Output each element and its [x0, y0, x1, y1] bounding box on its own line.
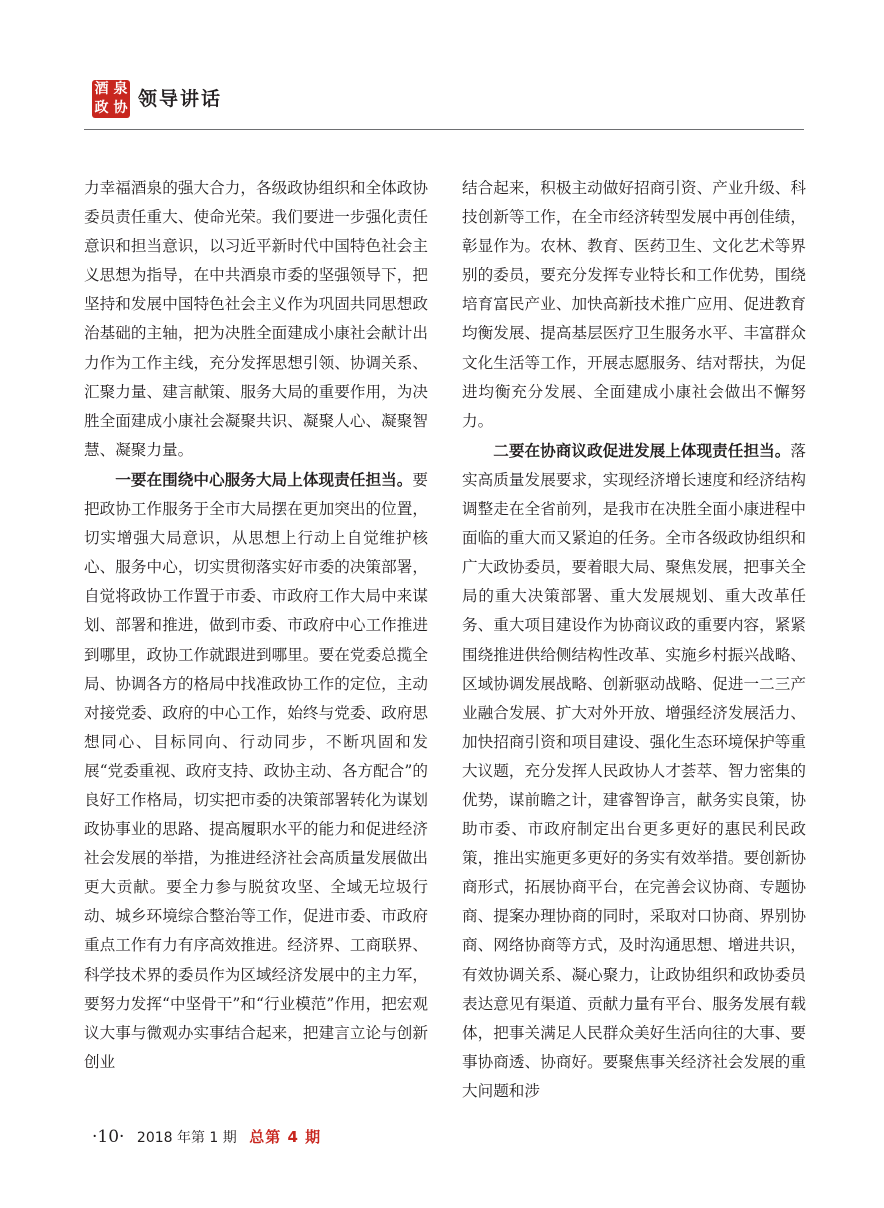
point-two-body: 落实高质量发展要求，实现经济增长速度和经济结构调整走在全省前列，是我市在决胜全面小康进程中面临的重大而又紧迫的任务。全市各级政协组织和广大政协委员，要着眼大局、聚焦发展，把事关全局的重大决策部署、重大发展规划、重大改革任务、重大项目建设作为协商议政的重要内容，紧紧围绕推进供给侧结构性改革、实施乡村振兴战略、区域协调发展战略、创新驱动战略、促进一二三产业融合发展、扩大对外开放、增强经济发展活力、加快招商引资和项目建设、强化生态环境保护等重大议题，充分发挥人民政协人才荟萃、智力密集的优势，谋前瞻之计，建睿智诤言，献务实良策，协助市委、市政府制定出台更多更好的惠民利民政策，推出实施更多更好的务实有效举措。要创新协商形式，拓展协商平台，在完善会议协商、专题协商、提案办理协商的同时，采取对口协商、界别协商、网络协商等方式，及时沟通思想、增进共识，有效协调关系、凝心聚力，让政协组织和政协委员表达意见有渠道、贡献力量有平台、服务发展有载体，把事关满足人民群众美好生活向往的大事、要事协商透、协商好。要聚焦事关经济社会发展的重大问题和涉	[462, 441, 806, 1100]
logo-char: 泉	[113, 81, 128, 97]
point-two-heading: 二要在协商议政促进发展上体现责任担当。	[493, 440, 791, 460]
paragraph-continued: 力幸福酒泉的强大合力，各级政协组织和全体政协委员责任重大、使命光荣。我们要进一步强化责任意识和担当意识，以习近平新时代中国特色社会主义思想为指导，在中共酒泉市委的坚强领导下，把坚持和发展中国特色社会主义作为巩固共同思想政治基础的主轴，把为决胜全面建成小康社会献计出力作为工作主线，充分发挥思想引领、协调关系、汇聚力量、建言献策、服务大局的重要作用，为决胜全面建成小康社会凝聚共识、凝聚人心、凝聚智慧、凝聚力量。	[84, 179, 428, 459]
paragraph-point-two	[462, 436, 806, 1106]
header-divider	[84, 129, 804, 130]
journal-logo-seal	[92, 80, 130, 118]
point-one-heading: 一要在围绕中心服务大局上体现责任担当。	[115, 469, 413, 489]
issue-label: 2018 年第 1 期	[136, 1130, 237, 1146]
section-title: 领导讲话	[138, 88, 223, 110]
point-one-body: 要把政协工作服务于全市大局摆在更加突出的位置，切实增强大局意识，从思想上行动上自觉维护核心、服务中心，切实贯彻落实好市委的决策部署，自觉将政协工作置于市委、市政府工作大局中来谋划、部署和推进，做到市委、市政府中心工作推进到哪里，政协工作就跟进到哪里。要在党委总揽全局、协调各方的格局中找准政协工作的定位，主动对接党委、政府的中心工作，始终与党委、政府思想同心、目标同向、行动同步，不断巩固和发展“党委重视、政府支持、政协主动、各方配合”的良好工作格局，切实把市委的决策部署转化为谋划政协事业的思路、提高履职水平的能力和促进经济社会发展的举措，为推进经济社会高质量发展做出更大贡献。要全力参与脱贫攻坚、全域无垃圾行动、城乡环境综合整治等工作，促进市委、市政府重点工作有力有序高效推进。经济界、工商联界、科学技术界的委员作为区域经济发展中的主力军，要努力发挥“中坚骨干”和“行业模范”作用，把宏观议大事与微观办实事结合起来，把建言立论与创新创业	[84, 470, 428, 1071]
logo-char: 协	[113, 100, 128, 116]
page-number: ·10·	[92, 1127, 125, 1147]
logo-char: 酒	[94, 81, 109, 97]
issue-total-label: 总第 4 期	[249, 1128, 322, 1146]
paragraph-continued-right: 结合起来，积极主动做好招商引资、产业升级、科技创新等工作，在全市经济转型发展中再创佳绩，彰显作为。农林、教育、医药卫生、文化艺术等界别的委员，要充分发挥专业特长和工作优势，围绕培育富民产业、加快高新技术推广应用、促进教育均衡发展、提高基层医疗卫生服务水平、丰富群众文化生活等工作，开展志愿服务、结对帮扶，为促进均衡充分发展、全面建成小康社会做出不懈努力。	[462, 179, 806, 430]
logo-char: 政	[94, 100, 109, 116]
paragraph-point-one	[84, 465, 428, 1077]
article-column-right	[462, 174, 806, 1106]
page-footer	[92, 1126, 321, 1147]
article-column-left	[84, 174, 428, 1077]
